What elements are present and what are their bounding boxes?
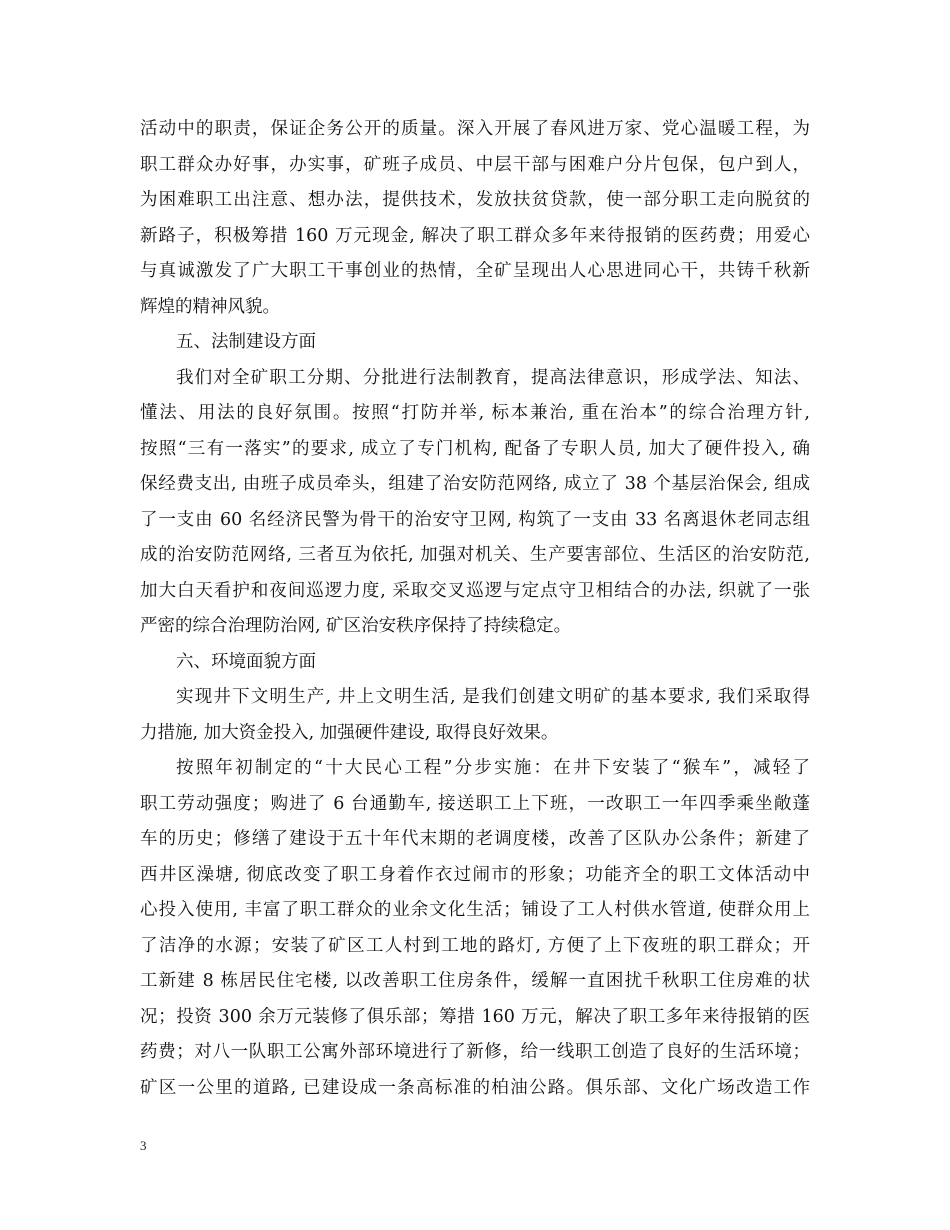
text-line: 辉煌的精神风貌。 bbox=[140, 296, 280, 317]
text-line: 按照年初制定的“十大民心工程”分步实施：在井下安装了“猴车”，减轻了 bbox=[176, 758, 810, 778]
text-line: 了一支由 60 名经济民警为骨干的治安守卫网, 构筑了一支由 33 名离退休老同志组 bbox=[140, 509, 810, 530]
text-line: 西井区澡塘, 彻底改变了职工身着作衣过闹市的形象；功能齐全的职工文体活动中 bbox=[140, 864, 810, 885]
text-line: 懂法、用法的良好氛围。按照“打防并举, 标本兼治, 重在治本”的综合治理方针, bbox=[140, 403, 810, 423]
text-line: 保经费支出, 由班子成员牵头，组建了治安防范网络, 成立了 38 个基层治保会, 组成 bbox=[140, 474, 810, 494]
text-line: 工新建 8 栋居民住宅楼, 以改善职工住房条件，缓解一直困扰千秋职工住房难的状 bbox=[140, 971, 810, 991]
text-line: 药费；对八一队职工公寓外部环境进行了新修，给一线职工创造了良好的生活环境； bbox=[140, 1042, 810, 1062]
text-line: 车的历史；修缮了建设于五十年代末期的老调度楼，改善了区队办公条件；新建了 bbox=[140, 829, 810, 849]
text-line: 活动中的职责，保证企务公开的质量。深入开展了春风进万家、党心温暖工程，为 bbox=[140, 119, 810, 139]
text-line: 与真诚激发了广大职工干事创业的热情，全矿呈现出人心思进同心干，共铸千秋新 bbox=[140, 261, 810, 281]
text-line: 按照“三有一落实”的要求, 成立了专门机构, 配备了专职人员, 加大了硬件投入, 确 bbox=[140, 438, 810, 459]
text-line: 成的治安防范网络, 三者互为依托, 加强对机关、生产要害部位、生活区的治安防范, bbox=[140, 545, 810, 565]
text-line: 矿区一公里的道路, 已建设成一条高标准的柏油公路。俱乐部、文化广场改造工作 bbox=[140, 1077, 810, 1098]
text-line: 况；投资 300 余万元装修了俱乐部；筹措 160 万元，解决了职工多年来待报销的医 bbox=[140, 1006, 810, 1027]
text-line: 新路子，积极筹措 160 万元现金, 解决了职工群众多年来待报销的医药费；用爱心 bbox=[140, 225, 810, 246]
text-line: 职工群众办好事，办实事，矿班子成员、中层干部与困难户分片包保，包户到人， bbox=[140, 154, 810, 175]
text-line: 职工劳动强度；购进了 6 台通勤车, 接送职工上下班，一改职工一年四季乘坐敞蓬 bbox=[140, 793, 810, 814]
text-line: 心投入使用, 丰富了职工群众的业余文化生活；铺设了工人村供水管道, 使群众用上 bbox=[140, 900, 810, 920]
text-line: 严密的综合治理防治网, 矿区治安秩序保持了持续稳定。 bbox=[140, 616, 572, 636]
text-line: 了洁净的水源；安装了矿区工人村到工地的路灯, 方便了上下夜班的职工群众；开 bbox=[140, 935, 810, 956]
page-number: 3 bbox=[140, 1138, 147, 1153]
section-heading: 六、环境面貌方面 bbox=[176, 651, 316, 672]
text-line: 为困难职工出注意、想办法，提供技术，发放扶贫贷款，使一部分职工走向脱贫的 bbox=[140, 190, 810, 210]
text-line: 力措施, 加大资金投入, 加强硬件建设, 取得良好效果。 bbox=[140, 722, 559, 743]
text-line: 加大白天看护和夜间巡逻力度, 采取交叉巡逻与定点守卫相结合的办法, 织就了一张 bbox=[140, 580, 810, 601]
document-body bbox=[140, 112, 810, 1106]
text-line: 我们对全矿职工分期、分批进行法制教育，提高法律意识，形成学法、知法、 bbox=[176, 367, 810, 388]
section-heading: 五、法制建设方面 bbox=[176, 332, 316, 352]
text-line: 实现井下文明生产, 井上文明生活, 是我们创建文明矿的基本要求, 我们采取得 bbox=[176, 687, 810, 707]
